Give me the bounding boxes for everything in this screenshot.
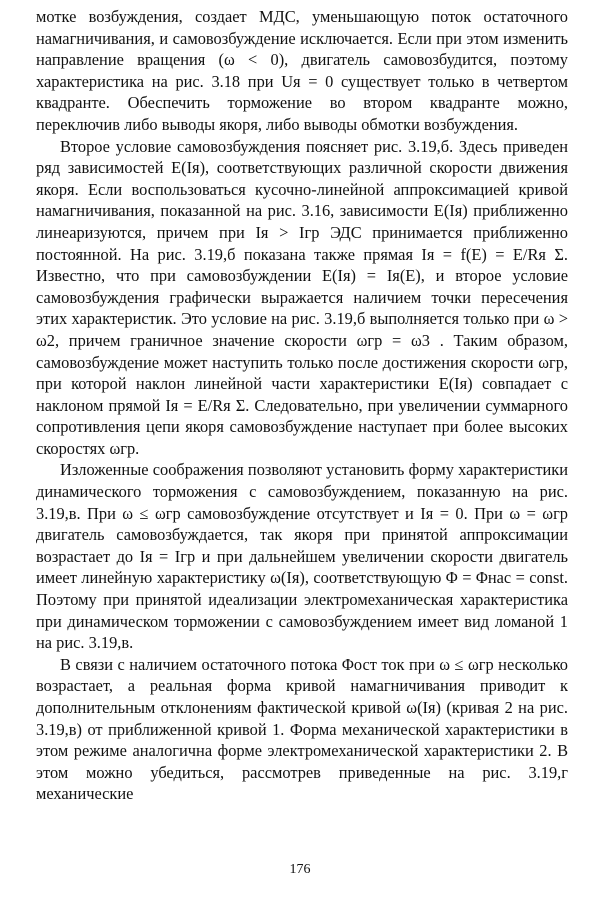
page-number: 176 — [289, 862, 311, 877]
paragraph-4: В связи с наличием остаточного потока Φост ток при ω ≤ ωгр несколько возрастает, а реальная форма кривой намагничивания приводит к дополнительным отклонениям фактической кривой ω(Iя) (кривая 2 на рис. 3.19,в) от приближенной кривой 1. Форма механической характеристики в этом режиме аналогична форме электромеханической характеристики 2. В этом можно убедиться, рассмотрев приведенные на рис. 3.19,г механические — [36, 654, 568, 804]
page-body — [36, 6, 568, 805]
paragraph-3: Изложенные соображения позволяют установить форму характеристики динамического торможения с самовозбуждением, показанную на рис. 3.19,в. При ω ≤ ωгр самовозбуждение отсутствует и Iя = 0. При ω = ωгр двигатель самовозбуждается, так якоря при принятой аппроксимации возрастает до Iя = Iгр и при дальнейшем увеличении скорости двигатель имеет линейную характеристику ω(Iя), соответствующую Φ = Φнас = const. Поэтому при принятой идеализации электромеханическая характеристика при динамическом торможении с самовозбуждением имеет вид ломаной 1 на рис. 3.19,в. — [36, 460, 568, 653]
paragraph-2: Второе условие самовозбуждения поясняет рис. 3.19,б. Здесь приведен ряд зависимостей E(Iя), соответствующих различной скорости движения якоря. Если воспользоваться кусочно-линейной аппроксимацией кривой намагничивания, показанной на рис. 3.16, зависимости E(Iя) приближенно линеаризуются, причем при Iя > Iгр ЭДС принимается приближенно постоянной. На рис. 3.19,б показана также прямая Iя = f(E) = E/Rя Σ. Известно, что при самовозбуждении E(Iя) = Iя(E), и второе условие самовозбуждения графически выражается наличием точки пересечения этих характеристик. Это условие на рис. 3.19,б выполняется только при ω > ω2, причем граничное значение скорости ωгр = ω3 . Таким образом, самовозбуждение может наступить только после достижения скорости ωгр, при которой наклон линейной части характеристики E(Iя) совпадает с наклоном прямой Iя = E/Rя Σ. Следовательно, при увеличении суммарного сопротивления цепи якоря самовозбуждение наступает при более высоких скоростях ωгр. — [36, 136, 568, 458]
paragraph-1: мотке возбуждения, создает МДС, уменьшающую поток остаточного намагничивания, и самовозбуждение исключается. Если при этом изменить направление вращения (ω < 0), двигатель самовозбудится, поэтому характеристика на рис. 3.18 при Uя = 0 существует только в четвертом квадранте. Обеспечить торможение во втором квадранте можно, переключив либо выводы якоря, либо выводы обмотки возбуждения. — [36, 7, 568, 134]
